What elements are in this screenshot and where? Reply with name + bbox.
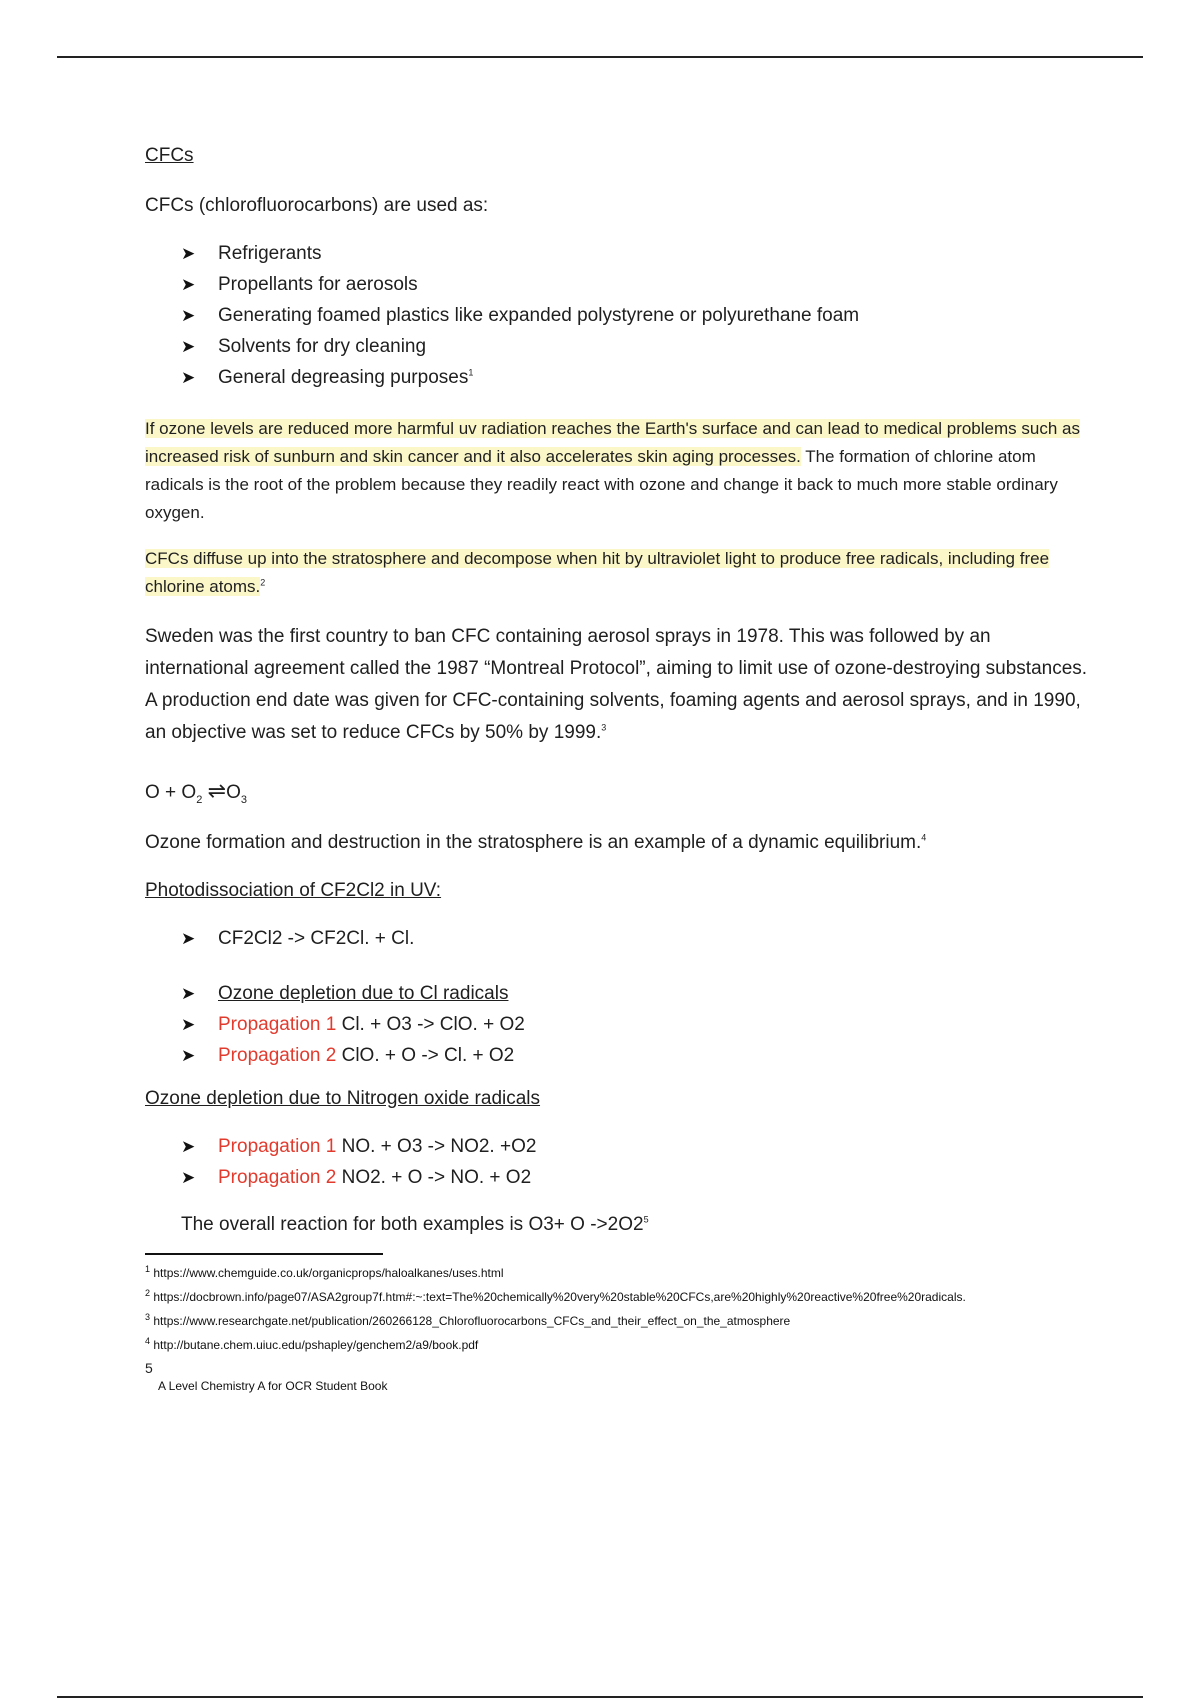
- arrow-bullet-icon: ➤: [181, 929, 196, 948]
- footnote-link[interactable]: https://docbrown.info/page07/ASA2group7f.htm#:~:text=The%20chemically%20very%20stable%20CFCs,are%20highly%20reactive%20free%20radicals.: [153, 1290, 966, 1304]
- highlighted-text: If ozone levels are reduced more harmful uv radiation reaches the Earth's surface and can lead to medical problems such as increased risk of sunburn and skin cancer and it also accelerates skin aging processes.: [145, 419, 1080, 466]
- footnote: $^1$ https://www.chemguide.co.uk/organicprops/haloalkanes/uses.html: [145, 1264, 504, 1280]
- arrow-bullet-icon: ➤: [181, 368, 196, 387]
- list-item: ➤ CF2Cl2 -> CF2Cl. + Cl.: [181, 923, 1095, 954]
- list-item: ➤ Propagation 2 NO2. + O -> NO. + O2: [181, 1162, 1095, 1193]
- list-item: [181, 978, 1095, 1009]
- diffuse-paragraph: [145, 545, 1095, 601]
- no-depletion-heading: Ozone depletion due to Nitrogen oxide radicals: [145, 1088, 541, 1109]
- footnote-text: A Level Chemistry A for OCR Student Book: [158, 1379, 388, 1393]
- arrow-bullet-icon: ➤: [181, 1137, 196, 1156]
- footnote-link[interactable]: http://butane.chem.uiuc.edu/pshapley/genchem2/a9/book.pdf: [153, 1338, 479, 1352]
- list-item: ➤ Solvents for dry cleaning: [181, 331, 1095, 362]
- photodissociation-heading: Photodissociation of CF2Cl2 in UV:: [145, 880, 442, 901]
- arrow-bullet-icon: ➤: [181, 1046, 196, 1065]
- list-item: ➤ General degreasing purposes$^1$: [181, 362, 1095, 393]
- arrow-bullet-icon: ➤: [181, 244, 196, 263]
- arrow-bullet-icon: ➤: [181, 306, 196, 325]
- footnotes: [145, 1261, 1095, 1395]
- cl-depletion-list: [145, 978, 1095, 1071]
- step-label: Propagation 1: [218, 1136, 337, 1157]
- page-title: CFCs: [145, 145, 194, 166]
- intro-text: CFCs (chlorofluorocarbons) are used as:: [145, 195, 489, 216]
- list-item: ➤ Propagation 1 NO. + O3 -> NO2. +O2: [181, 1131, 1095, 1162]
- footnote-link[interactable]: https://www.researchgate.net/publication/260266128_Chlorofluorocarbons_CFCs_and_their_effect_on_the_atmosphere: [153, 1314, 791, 1328]
- footnote: $^4$ http://butane.chem.uiuc.edu/pshapley/genchem2/a9/book.pdf: [145, 1336, 479, 1352]
- arrow-bullet-icon: ➤: [181, 984, 196, 1003]
- list-item: ➤ Propagation 2 ClO. + O -> Cl. + O2: [181, 1040, 1095, 1071]
- header-rule: [57, 56, 1143, 58]
- step-label: Propagation 2: [218, 1167, 337, 1188]
- equilibrium-paragraph: Ozone formation and destruction in the stratosphere is an example of a dynamic equilibrium.$^4$: [145, 832, 927, 853]
- step-label: Propagation 1: [218, 1014, 337, 1035]
- footnote-ref: 1: [468, 367, 474, 378]
- step-label: Propagation 2: [218, 1045, 337, 1066]
- arrow-bullet-icon: ➤: [181, 337, 196, 356]
- footnote-ref: 4: [921, 832, 927, 843]
- footnote: $^2$ https://docbrown.info/page07/ASA2group7f.htm#:~:text=The%20chemically%20very%20stable%20CFCs,are%20highly%20reactive%20free%20radicals.: [145, 1288, 966, 1304]
- ozone-paragraph: If ozone levels are reduced more harmful uv radiation reaches the Earth's surface and can lead to medical problems such as increased risk of sunburn and skin cancer and it also accelerates skin aging processes. The formation of chlorine atom radicals is the root of the problem because they readily react with ozone and change it back to much more stable ordinary oxygen.: [145, 419, 1080, 522]
- footnote: 5: [145, 1360, 153, 1376]
- cl-depletion-heading: Ozone depletion due to Cl radicals: [218, 983, 509, 1004]
- arrow-bullet-icon: ➤: [181, 1168, 196, 1187]
- list-item: ➤ Propellants for aerosols: [181, 269, 1095, 300]
- sweden-paragraph: Sweden was the first country to ban CFC containing aerosol sprays in 1978. This was followed by an international agreement called the 1987 “Montreal Protocol”, aiming to limit use of ozone-destroying substances. A production end date was given for CFC-containing solvents, foaming agents and aerosol sprays, and in 1990, an objective was set to reduce CFCs by 50% by 1999.$^3$: [145, 626, 1088, 743]
- no-depletion-list: [145, 1131, 1095, 1193]
- footnote-ref: 3: [601, 722, 607, 733]
- ozone-equation: $O + O_2$ $\rightleftharpoons O_3$: [145, 778, 247, 806]
- photodissociation-list: [145, 923, 1095, 954]
- list-item: ➤ Refrigerants: [181, 238, 1095, 269]
- list-item: ➤ Propagation 1 Cl. + O3 -> ClO. + O2: [181, 1009, 1095, 1040]
- footnote-separator: [145, 1253, 383, 1255]
- footnote-ref: 5: [643, 1214, 649, 1225]
- arrow-bullet-icon: ➤: [181, 275, 196, 294]
- list-item: ➤ Generating foamed plastics like expanded polystyrene or polyurethane foam: [181, 300, 1095, 331]
- uses-list: [145, 238, 1095, 393]
- footnote: $^3$ https://www.researchgate.net/publication/260266128_Chlorofluorocarbons_CFCs_and_their_effect_on_the_atmosphere: [145, 1312, 791, 1328]
- equilibrium-arrow-icon: ⇌: [207, 778, 227, 803]
- footer-rule: [57, 1696, 1143, 1698]
- highlighted-text: CFCs diffuse up into the stratosphere and decompose when hit by ultraviolet light to produce free radicals, including free chlorine atoms.: [145, 549, 1050, 596]
- overall-reaction: The overall reaction for both examples is O3+ O $->2O2^5$: [181, 1214, 649, 1235]
- footnote-ref: 2: [260, 577, 266, 588]
- footnote-link[interactable]: https://www.chemguide.co.uk/organicprops/haloalkanes/uses.html: [153, 1266, 504, 1280]
- arrow-bullet-icon: ➤: [181, 1015, 196, 1034]
- document-body: [145, 144, 1095, 1395]
